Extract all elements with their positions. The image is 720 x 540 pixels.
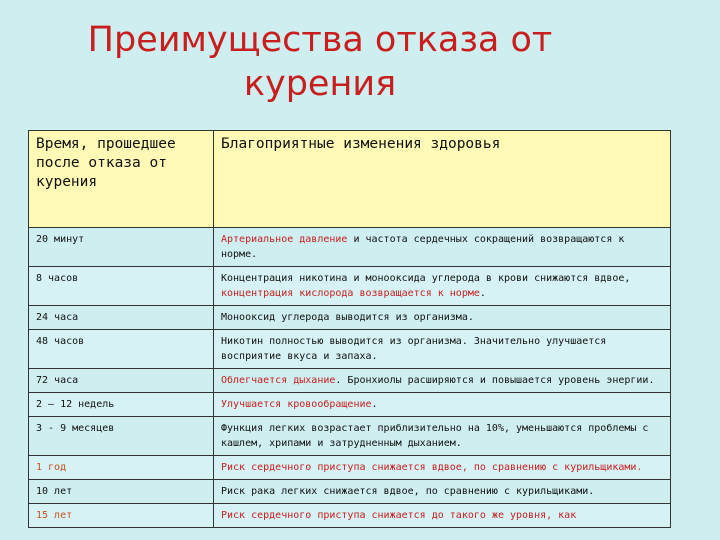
- row-change-cell: [214, 456, 671, 480]
- table-header-row: [29, 131, 671, 228]
- header-changes: Благоприятные изменения здоровья: [214, 131, 671, 228]
- slide-title-line-2: курения: [243, 64, 397, 104]
- highlighted-text: Артериальное давление: [221, 234, 348, 245]
- change-text: .: [636, 462, 643, 473]
- row-time-cell: 15 лет: [29, 504, 214, 528]
- row-change-cell: [214, 504, 671, 528]
- row-change-cell: [214, 393, 671, 417]
- row-change-cell: [214, 480, 671, 504]
- table-row: [29, 393, 671, 417]
- table-row: [29, 504, 671, 528]
- table-row: [29, 267, 671, 306]
- row-change-cell: [214, 330, 671, 369]
- highlighted-text: Улучшается кровообращение: [221, 399, 372, 410]
- highlighted-text: Риск сердечного приступа снижается до такого же уровня, как: [221, 510, 577, 521]
- row-time-cell: 72 часа: [29, 369, 214, 393]
- slide-title-line-1: Преимущества отказа от: [87, 20, 553, 60]
- row-change-cell: [214, 369, 671, 393]
- table-body: [29, 228, 671, 528]
- row-time-cell: 8 часов: [29, 267, 214, 306]
- change-text: Функция легких возрастает приблизительно на 10%, уменьшаются проблемы с кашлем, хрипами и затрудненным дыханием.: [221, 423, 649, 449]
- row-change-cell: [214, 228, 671, 267]
- highlighted-text: Риск сердечного приступа снижается вдвое, по сравнению с курильщиками: [221, 462, 637, 473]
- row-time-cell: 3 - 9 месяцев: [29, 417, 214, 456]
- table-row: [29, 330, 671, 369]
- benefits-table: [28, 130, 671, 528]
- change-text: Никотин полностью выводится из организма. Значительно улучшается восприятие вкуса и запаха.: [221, 336, 607, 362]
- change-text: . Бронхиолы расширяются и повышается уровень энергии.: [335, 375, 655, 386]
- row-time-cell: 1 год: [29, 456, 214, 480]
- row-change-cell: [214, 306, 671, 330]
- table-row: [29, 369, 671, 393]
- table-row: [29, 456, 671, 480]
- slide-title: [0, 18, 640, 106]
- row-time-cell: 24 часа: [29, 306, 214, 330]
- row-change-cell: [214, 267, 671, 306]
- table-row: [29, 417, 671, 456]
- table-row: [29, 480, 671, 504]
- highlighted-text: Облегчается дыхание: [221, 375, 336, 386]
- change-text: Монооксид углерода выводится из организма.: [221, 312, 474, 323]
- change-text: .: [371, 399, 378, 410]
- row-time-cell: 48 часов: [29, 330, 214, 369]
- row-time-cell: 2 – 12 недель: [29, 393, 214, 417]
- change-text: Риск рака легких снижается вдвое, по сравнению с курильщиками.: [221, 486, 595, 497]
- change-text: и частота сердечных сокращений возвращаются к норме.: [221, 234, 625, 260]
- row-time-cell: 20 минут: [29, 228, 214, 267]
- change-text: Концентрация никотина и монооксида углерода в крови снижаются вдвое,: [221, 273, 631, 284]
- header-time: Время, прошедшее после отказа от курения: [29, 131, 214, 228]
- highlighted-text: концентрация кислорода возвращается к норме: [221, 288, 480, 299]
- table-row: [29, 228, 671, 267]
- row-time-cell: 10 лет: [29, 480, 214, 504]
- change-text: .: [479, 288, 486, 299]
- table-row: [29, 306, 671, 330]
- row-change-cell: [214, 417, 671, 456]
